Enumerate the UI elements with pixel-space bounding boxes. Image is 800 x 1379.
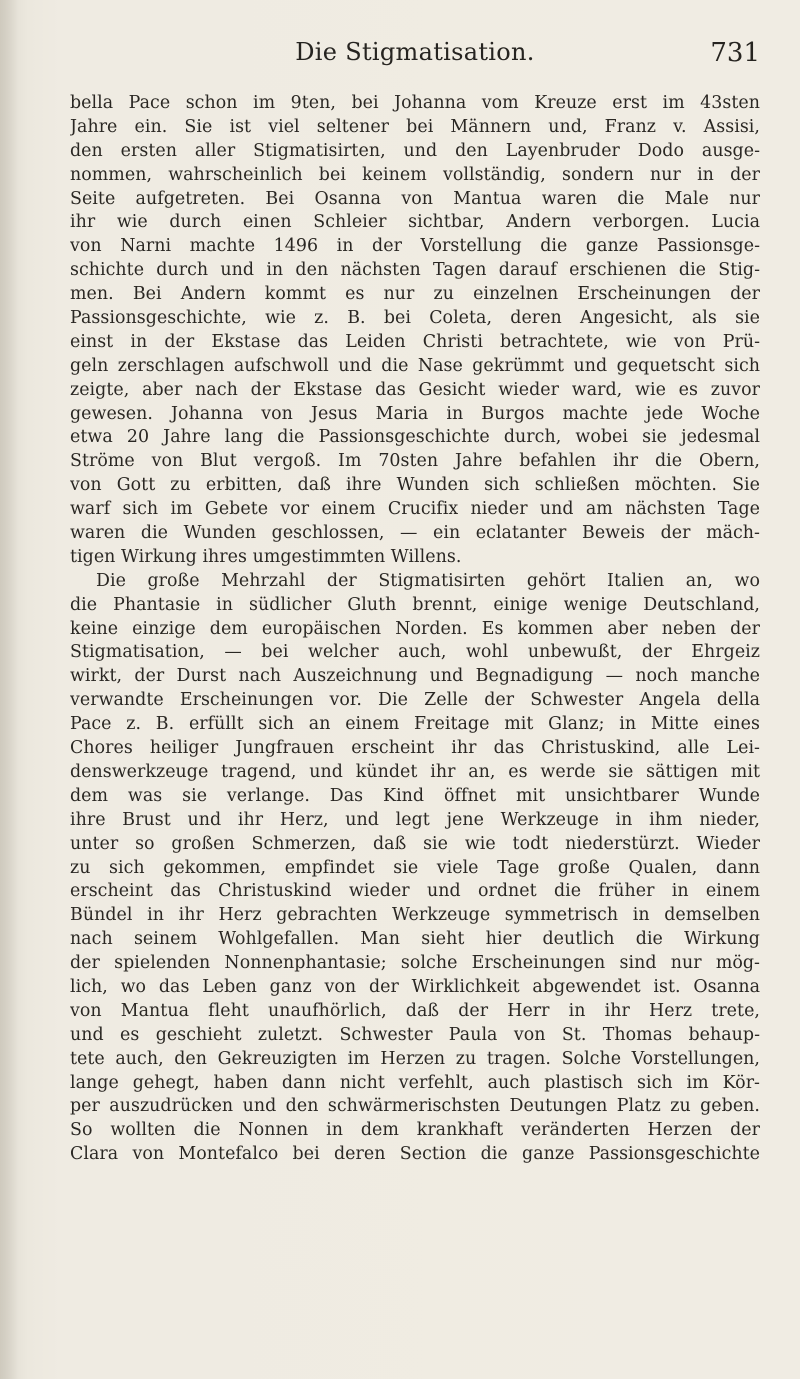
page-header	[70, 38, 760, 78]
body-text	[70, 92, 760, 1167]
text-line: keine einzige dem europäischen Norden. Es kommen aber neben der	[70, 618, 760, 639]
text-line: von Narni machte 1496 in der Vorstellung die ganze Passionsge-	[70, 236, 760, 257]
text-line: Ströme von Blut vergoß. Im 70sten Jahre befahlen ihr die Obern,	[70, 451, 760, 472]
text-line: dem was sie verlange. Das Kind öffnet mit unsichtbarer Wunde	[70, 785, 760, 806]
text-line: nommen, wahrscheinlich bei keinem vollständig, sondern nur in der	[70, 164, 760, 185]
text-line: bella Pace schon im 9ten, bei Johanna vom Kreuze erst im 43sten	[70, 93, 760, 113]
text-line: ihre Brust und ihr Herz, und legt jene Werkzeuge in ihm nieder,	[70, 809, 760, 830]
text-line: von Gott zu erbitten, daß ihre Wunden sich schließen möchten. Sie	[70, 475, 760, 496]
text-line: wirkt, der Durst nach Auszeichnung und Begnadigung — noch manche	[70, 666, 760, 687]
text-line: So wollten die Nonnen in dem krankhaft veränderten Herzen der	[70, 1120, 760, 1141]
text-line: und es geschieht zuletzt. Schwester Paula von St. Thomas behaup-	[70, 1024, 760, 1045]
text-line: Chores heiliger Jungfrauen erscheint ihr das Christuskind, alle Lei-	[70, 738, 760, 759]
text-line: zeigte, aber nach der Ekstase das Gesicht wieder ward, wie es zuvor	[70, 379, 760, 400]
text-line: Stigmatisation, — bei welcher auch, wohl unbewußt, der Ehrgeiz	[70, 642, 760, 663]
text-line: Seite aufgetreten. Bei Osanna von Mantua waren die Male nur	[70, 188, 760, 209]
text-line: verwandte Erscheinungen vor. Die Zelle der Schwester Angela della	[70, 690, 760, 711]
text-line: schichte durch und in den nächsten Tagen darauf erschienen die Stig-	[70, 260, 760, 281]
text-line: Passionsgeschichte, wie z. B. bei Coleta, deren Angesicht, als sie	[70, 308, 760, 329]
running-head: Die Stigmatisation.	[295, 38, 535, 66]
text-line: Jahre ein. Sie ist viel seltener bei Männern und, Franz v. Assisi,	[70, 116, 760, 137]
text-line: waren die Wunden geschlossen, — ein eclatanter Beweis der mäch-	[70, 523, 760, 544]
text-line: geln zerschlagen aufschwoll und die Nase gekrümmt und gequetscht sich	[70, 355, 760, 376]
text-line: zu sich gekommen, empfindet sie viele Tage große Qualen, dann	[70, 857, 760, 878]
text-line: Clara von Montefalco bei deren Section die ganze Passionsgeschichte	[70, 1144, 760, 1165]
text-line: der spielenden Nonnenphantasie; solche Erscheinungen sind nur mög-	[70, 953, 760, 974]
text-line: lange gehegt, haben dann nicht verfehlt, auch plastisch sich im Kör-	[70, 1072, 760, 1093]
text-line: den ersten aller Stigmatisirten, und den Layenbruder Dodo ausge-	[70, 140, 760, 161]
text-line: per auszudrücken und den schwärmerischsten Deutungen Platz zu geben.	[70, 1096, 760, 1117]
gutter-shadow	[0, 0, 18, 1379]
text-line: unter so großen Schmerzen, daß sie wie todt niederstürzt. Wieder	[70, 833, 760, 854]
text-line: nach seinem Wohlgefallen. Man sieht hier deutlich die Wirkung	[70, 929, 760, 950]
text-line: Bündel in ihr Herz gebrachten Werkzeuge symmetrisch in demselben	[70, 905, 760, 926]
text-line: etwa 20 Jahre lang die Passionsgeschichte durch, wobei sie jedesmal	[70, 427, 760, 448]
text-line: einst in der Ekstase das Leiden Christi betrachtete, wie von Prü-	[70, 331, 760, 352]
text-line: die Phantasie in südlicher Gluth brennt, einige wenige Deutschland,	[70, 594, 760, 615]
text-line: warf sich im Gebete vor einem Crucifix nieder und am nächsten Tage	[70, 499, 760, 520]
text-line: tigen Wirkung ihres umgestimmten Willens.	[70, 546, 462, 567]
text-line: von Mantua fleht unaufhörlich, daß der Herr in ihr Herz trete,	[70, 1000, 760, 1021]
text-line: Pace z. B. erfüllt sich an einem Freitage mit Glanz; in Mitte eines	[70, 714, 760, 735]
text-line: ihr wie durch einen Schleier sichtbar, Andern verborgen. Lucia	[70, 212, 760, 233]
text-line: gewesen. Johanna von Jesus Maria in Burgos machte jede Woche	[70, 403, 760, 424]
text-line: tete auch, den Gekreuzigten im Herzen zu tragen. Solche Vorstellungen,	[70, 1048, 760, 1069]
text-line: Die große Mehrzahl der Stigmatisirten gehört Italien an, wo	[96, 570, 760, 591]
text-line: men. Bei Andern kommt es nur zu einzelnen Erscheinungen der	[70, 284, 760, 305]
page-number: 731	[710, 38, 760, 68]
text-line: erscheint das Christuskind wieder und ordnet die früher in einem	[70, 881, 760, 902]
text-line: denswerkzeuge tragend, und kündet ihr an, es werde sie sättigen mit	[70, 761, 760, 782]
text-line: lich, wo das Leben ganz von der Wirklichkeit abgewendet ist. Osanna	[70, 976, 760, 997]
